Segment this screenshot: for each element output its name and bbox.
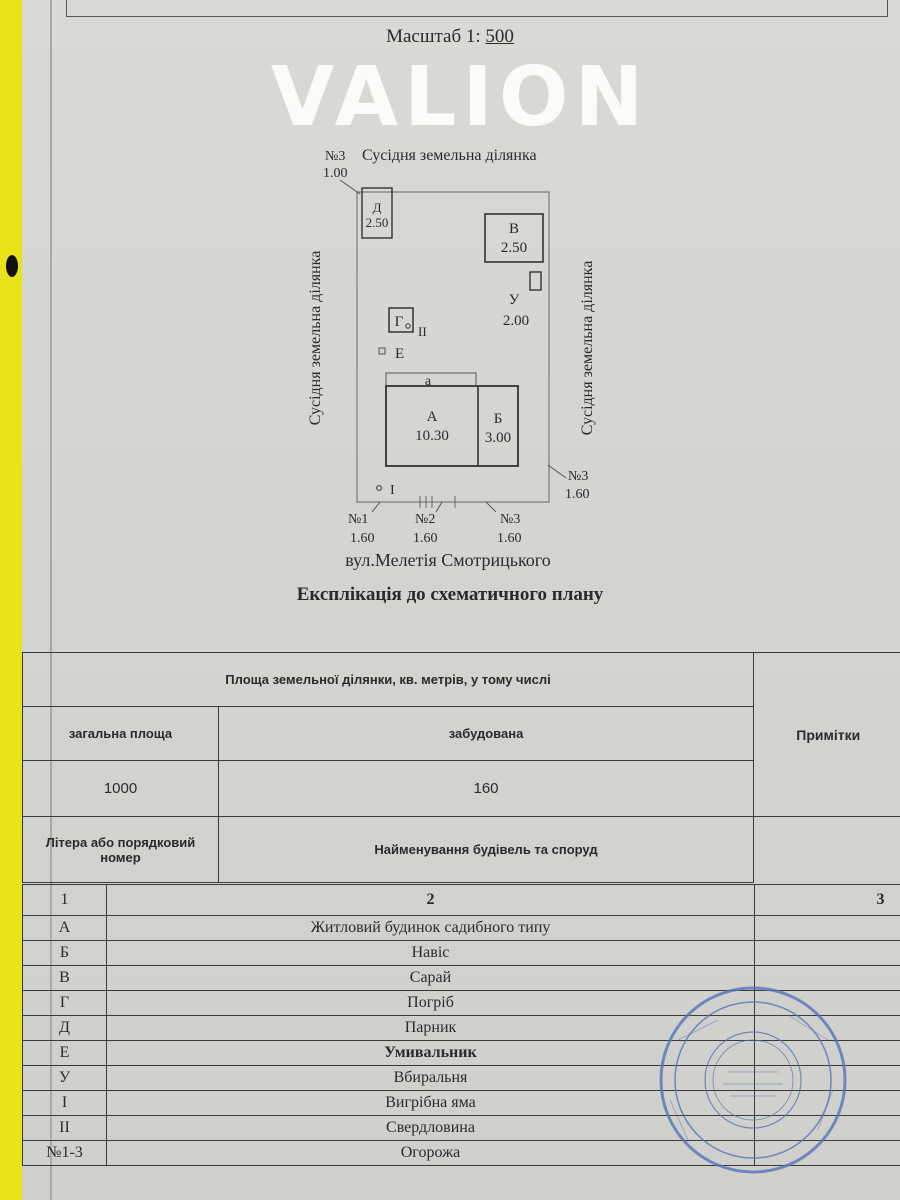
cesspit-label: I	[390, 483, 395, 498]
row-letter: Е	[23, 1041, 107, 1066]
row-name: Парник	[107, 1016, 755, 1041]
building-g-letter: Г	[394, 314, 404, 330]
row-name: Вбиральня	[107, 1066, 755, 1091]
building-v-letter: В	[508, 221, 520, 237]
total-area-value: 1000	[23, 761, 219, 817]
building-u-height: 2.00	[502, 313, 530, 329]
total-area-header: загальна площа	[23, 707, 219, 761]
neighbor-left-label: Сусідня земельна ділянка	[307, 250, 324, 426]
fence-leader	[340, 180, 360, 194]
building-b-height: 3.00	[484, 430, 512, 446]
explication-title: Експлікація до схематичного плану	[296, 584, 604, 605]
scale-value: 500	[485, 26, 514, 47]
porch-a-letter: а	[424, 374, 432, 389]
notes-header: Примітки	[754, 653, 900, 817]
col-number-3: 3	[755, 885, 900, 916]
area-header: Площа земельної ділянки, кв. метрів, у тому числі	[23, 653, 754, 707]
building-d-height: 2.50	[365, 215, 389, 230]
fence-mark-height: 1.60	[565, 487, 590, 502]
row-name: Житловий будинок садибного типу	[107, 916, 755, 941]
cesspit-marker	[377, 486, 382, 491]
building-v-height: 2.50	[500, 240, 528, 256]
fence-mark-no: №3	[568, 469, 589, 484]
table-row	[23, 941, 900, 966]
row-letter: А	[23, 916, 107, 941]
table-row	[23, 916, 900, 941]
building-u-letter: У	[508, 292, 520, 308]
row-letter: №1-3	[23, 1141, 107, 1166]
row-note	[755, 916, 900, 941]
neighbor-top-label: Сусідня земельна ділянка	[362, 147, 537, 164]
fence-mark-height: 1.60	[350, 531, 375, 546]
row-note	[755, 941, 900, 966]
scale-text: Масштаб 1:	[386, 26, 486, 47]
row-letter: Д	[23, 1016, 107, 1041]
watermark-logo: VALION	[270, 50, 650, 145]
neighbor-right-label: Сусідня земельна ділянка	[579, 260, 596, 436]
fence-leader	[372, 502, 380, 512]
building-b-letter: Б	[493, 411, 503, 427]
row-name: Умивальник	[107, 1041, 755, 1066]
row-letter: Г	[23, 991, 107, 1016]
col-number-1: 1	[23, 885, 107, 916]
row-letter: ІІ	[23, 1116, 107, 1141]
fence-mark-no: №1	[348, 512, 369, 527]
row-name: Сарай	[107, 966, 755, 991]
building-d-letter: Д	[372, 200, 382, 215]
fence-leader	[436, 502, 442, 512]
fence-mark-height: 1.00	[323, 166, 348, 181]
well-label: II	[418, 324, 427, 339]
letter-column-header: Літера або порядковий номер	[23, 817, 219, 883]
row-letter: В	[23, 966, 107, 991]
fence-mark-height: 1.60	[497, 531, 522, 546]
well-marker	[406, 324, 410, 328]
name-column-header: Найменування будівель та споруд	[219, 817, 754, 883]
street-name: вул.Мелетія Смотрицького	[345, 550, 551, 570]
row-letter: І	[23, 1091, 107, 1116]
building-e	[379, 348, 385, 354]
fence-mark-no: №2	[415, 512, 436, 527]
row-name: Вигрібна яма	[107, 1091, 755, 1116]
fence-leader	[548, 465, 566, 478]
row-name: Погріб	[107, 991, 755, 1016]
building-a-letter: А	[426, 409, 438, 425]
fence-mark-no: №3	[325, 149, 346, 164]
row-name: Свердловина	[107, 1116, 755, 1141]
row-letter: Б	[23, 941, 107, 966]
row-name: Навіс	[107, 941, 755, 966]
building-e-letter: Е	[395, 346, 405, 362]
built-area-value: 160	[219, 761, 754, 817]
area-table	[22, 652, 900, 883]
row-name: Огорожа	[107, 1141, 755, 1166]
fence-mark-height: 1.60	[413, 531, 438, 546]
building-a-height: 10.30	[415, 428, 449, 444]
building-u	[530, 272, 541, 290]
fence-leader	[486, 502, 496, 512]
col-number-2: 2	[107, 885, 755, 916]
fence-mark-no: №3	[500, 512, 521, 527]
row-letter: У	[23, 1066, 107, 1091]
blank-cell	[754, 817, 900, 883]
official-stamp	[648, 980, 858, 1180]
built-area-header: забудована	[219, 707, 754, 761]
